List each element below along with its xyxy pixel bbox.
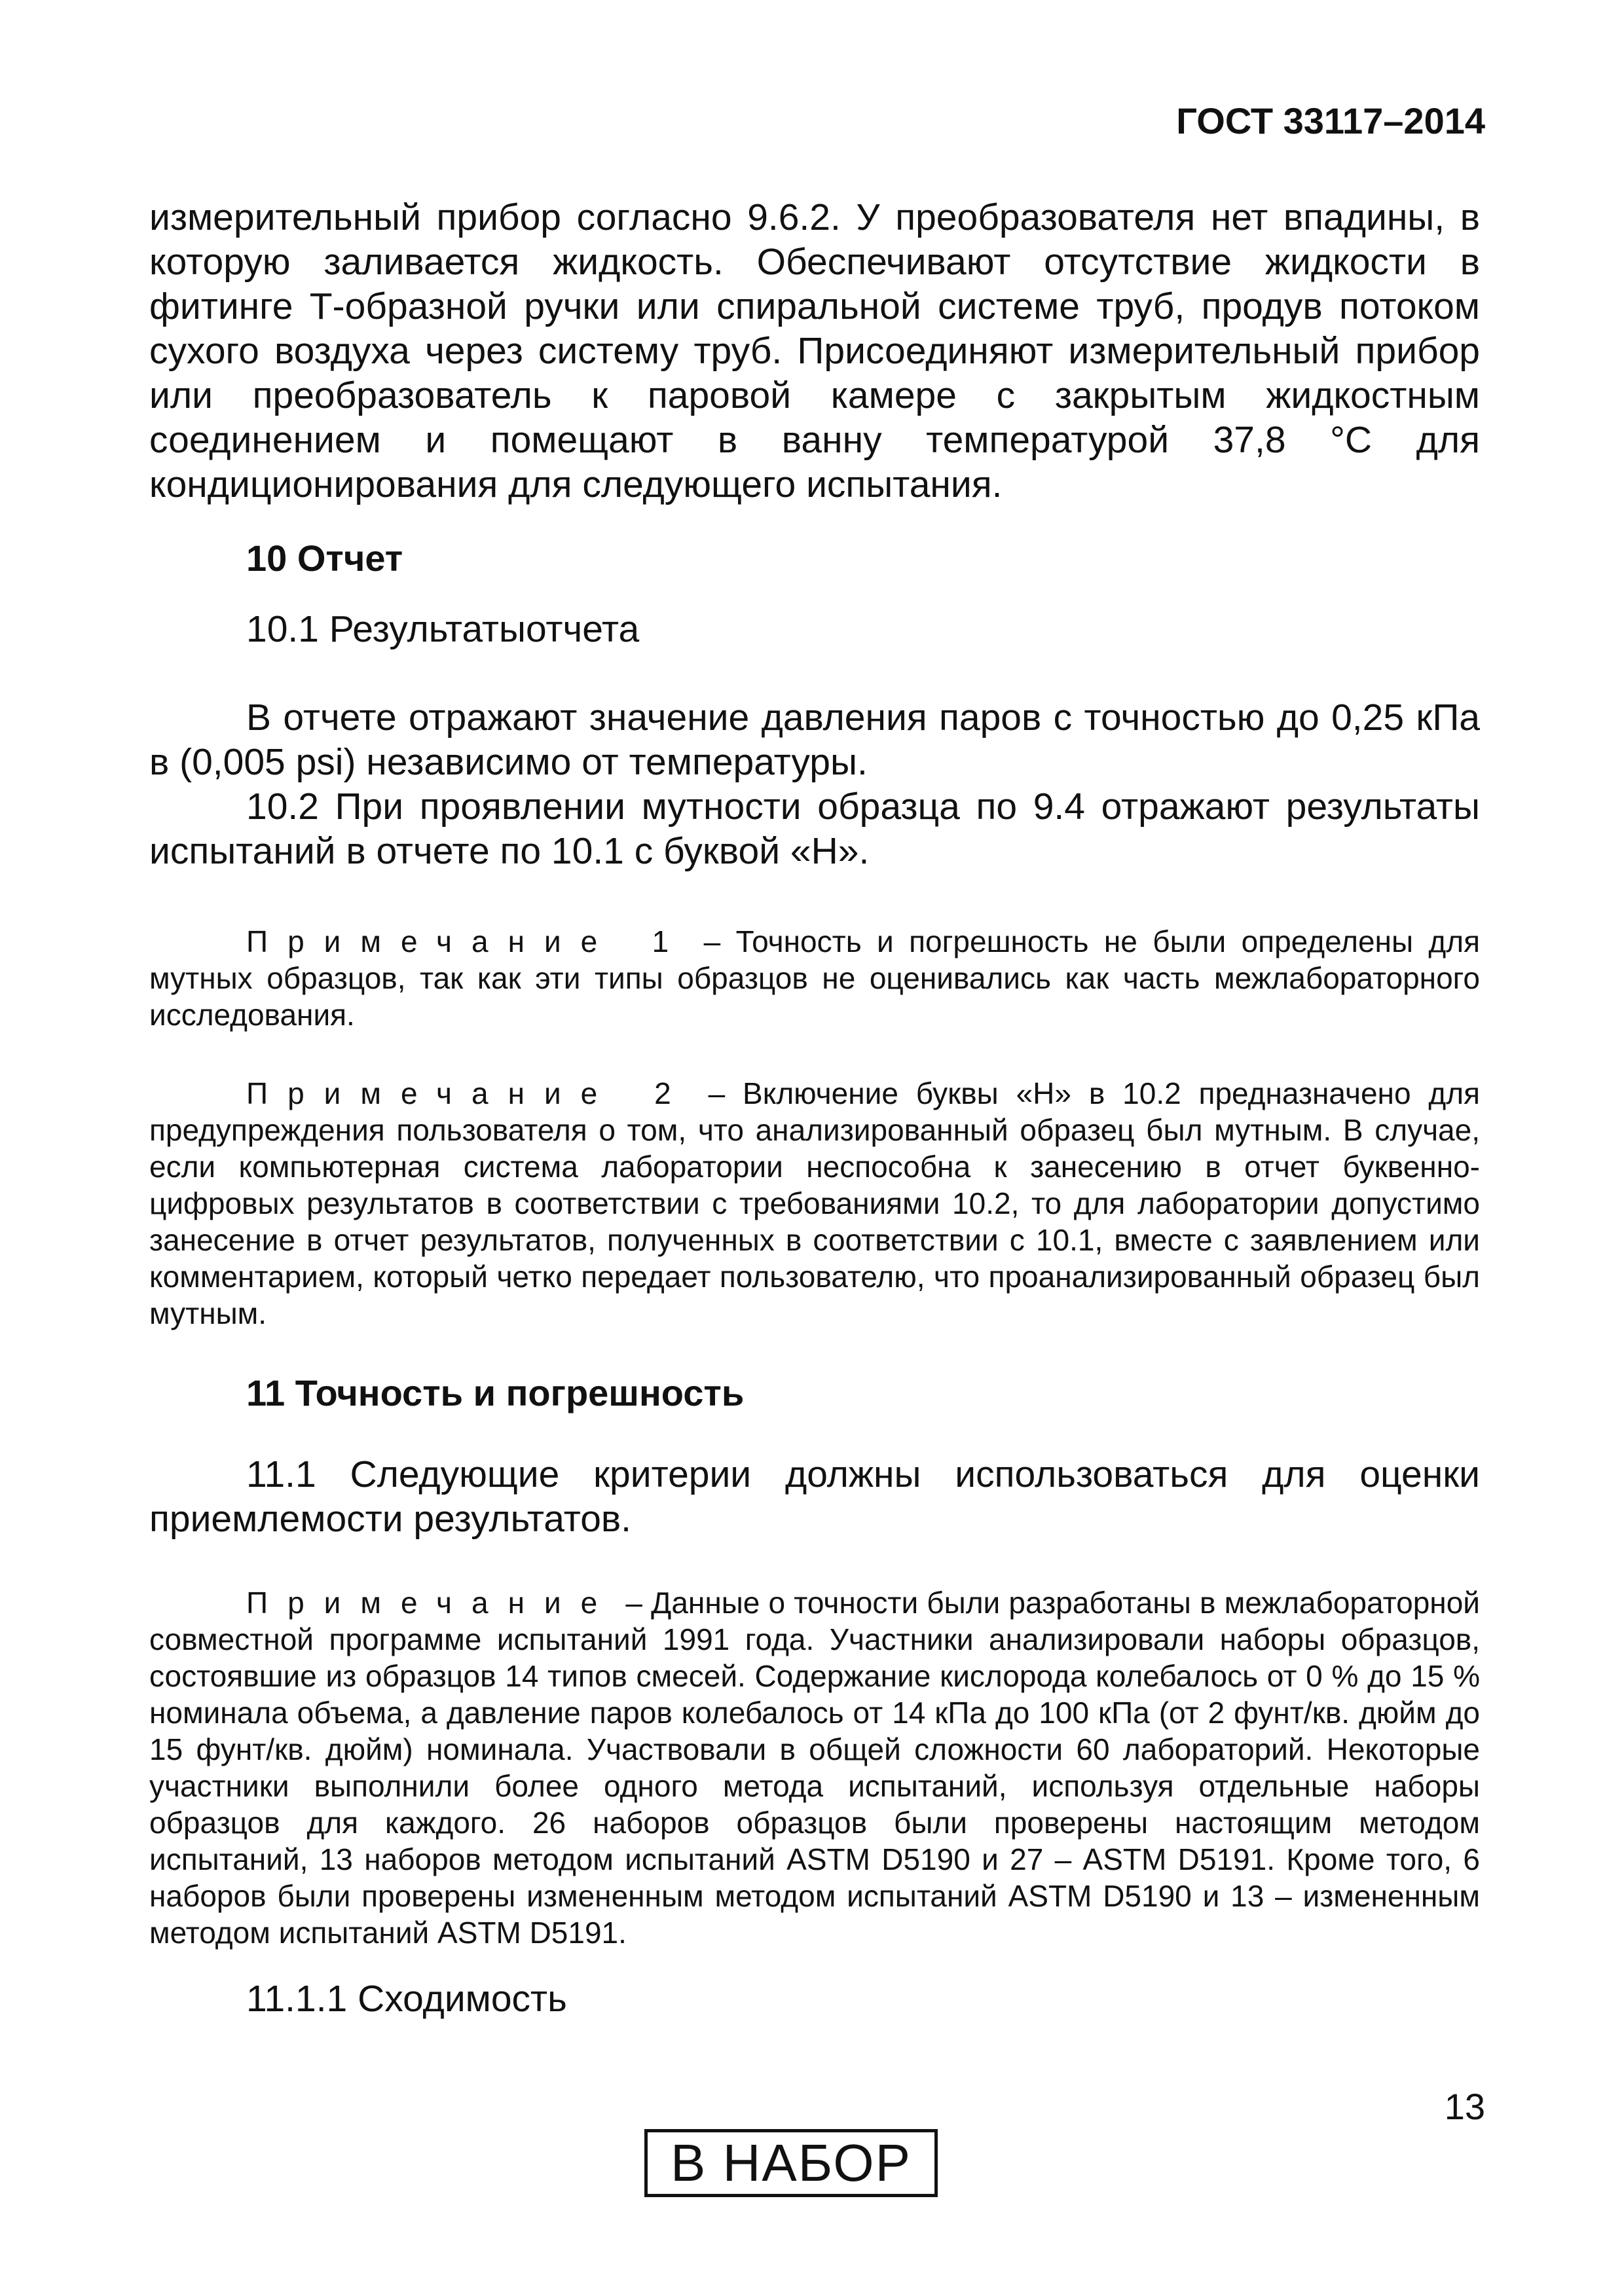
section-11-heading: 11 Точность и погрешность (246, 1372, 745, 1413)
paragraph-10-2: 10.2 При проявлении мутности образца по 9.4 отражают результаты испытаний в отчете по 10.1 с буквой «Н». (149, 786, 1480, 872)
note-2 (149, 1075, 1480, 1332)
paragraph-11-1: 11.1 Следующие критерии должны использоваться для оценки приемлемости результатов. (149, 1453, 1480, 1540)
note-2-label: Примечание 2 (246, 1076, 691, 1110)
paragraph-continuation: измерительный прибор согласно 9.6.2. У преобразователя нет впадины, в которую заливается жидкость. Обеспечивают отсутствие жидкости в фитинге Т-образной ручки или спиральной системе труб, продув потоком сухого воздуха через систему труб. Присоединяют измерительный прибор или преобразователь к паровой камере с закрытым жидкостным соединением и помещают в ванну температурой 37,8 °С для кондиционирования для следующего испытания. (149, 196, 1480, 505)
standard-header: ГОСТ 33117–2014 (1176, 100, 1485, 141)
subsection-10-1-title: 10.1 Результатыотчета (246, 608, 640, 650)
paragraph-report-value: В отчете отражают значение давления паров с точностью до 0,25 кПа в (0,005 psi) независимо от температуры. (149, 697, 1480, 783)
section-10-heading: 10 Отчет (246, 538, 403, 579)
note-1-text: – Точность и погрешность не были определены для мутных образцов, так как эти типы образцов не оценивались как часть межлабораторного исследования. (149, 924, 1480, 1032)
stamp-label: В НАБОР (644, 2129, 938, 2197)
note-1-label: Примечание 1 (246, 924, 689, 958)
note-precision-label: Примечание (246, 1586, 618, 1620)
note-2-text: – Включение буквы «Н» в 10.2 предназначено для предупреждения пользователя о том, что анализированный образец был мутным. В случае, если компьютерная система лаборатории неспособна к занесению в отчет буквенно-цифровых результатов в соответствии с требованиями 10.2, то для лаборатории допустимо занесение в отчет результатов, полученных в соответствии с 10.1, вместе с заявлением или комментарием, который четко передает пользователю, что проанализированный образец был мутным. (149, 1076, 1480, 1330)
note-precision-text: – Данные о точности были разработаны в межлабораторной совместной программе испытаний 1991 года. Участники анализировали наборы образцов, состоявшие из образцов 14 типов смесей. Содержание кислорода колебалось от 0 % до 15 % номинала объема, а давление паров колебалось от 14 кПа до 100 кПа (от 2 фунт/кв. дюйм до 15 фунт/кв. дюйм) номинала. Участвовали в общей сложности 60 лабораторий. Некоторые участники выполнили более одного метода испытаний, используя отдельные наборы образцов для каждого. 26 наборов образцов были проверены настоящим методом испытаний, 13 наборов методом испытаний ASTM D5190 и 27 – ASTM D5191. Кроме того, 6 наборов были проверены измененным методом испытаний ASTM D5190 и 13 – измененным методом испытаний ASTM D5191. (149, 1586, 1480, 1950)
page-number: 13 (1444, 2086, 1485, 2127)
subsection-11-1-1-title: 11.1.1 Сходимость (246, 1978, 567, 2020)
note-1 (149, 923, 1480, 1033)
note-precision (149, 1584, 1480, 1951)
